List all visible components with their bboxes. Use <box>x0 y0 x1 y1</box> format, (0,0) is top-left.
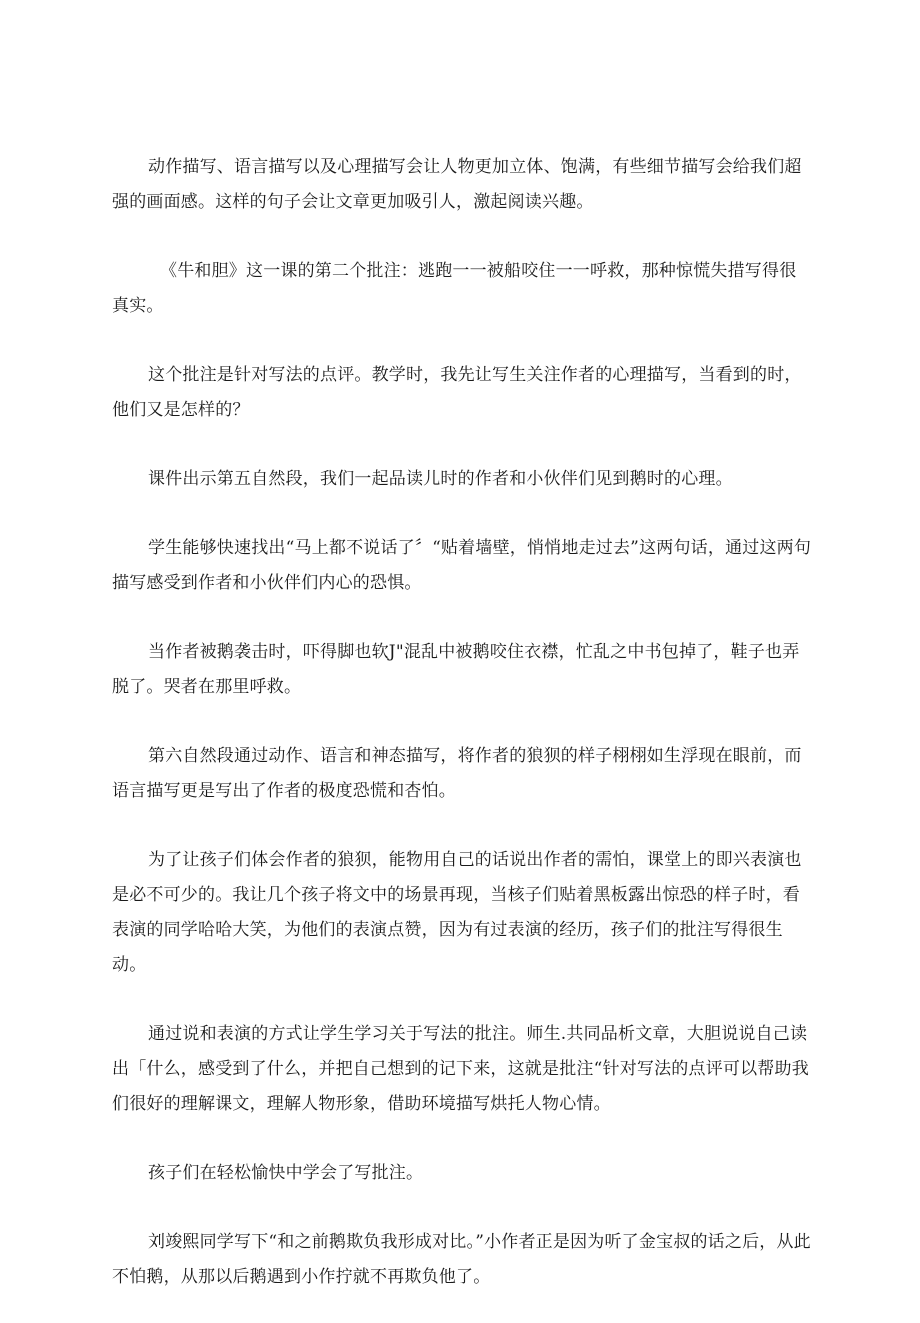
paragraph-1: 动作描写、语言描写以及心理描写会让人物更加立体、饱满，有些细节描写会给我们超强的画面感。这样的句子会让文章更加吸引人，激起阅读兴趣。 <box>112 157 802 212</box>
paragraph-9: 通过说和表演的方式让学生学习关于写法的批注。师生.共同品析文章，大胆说说自己读出「什么，感受到了什么，并把自己想到的记下来，这就是批注“针对写法的点评可以帮助我们很好的理解课文，理解人物形象，借助环境描写烘托人物心情。 <box>112 1024 809 1114</box>
document-body <box>112 150 812 1323</box>
paragraph-2: 《牛和胆》这一课的第二个批注：逃跑一一被船咬住一一呼救，那种惊慌失措写得很真实。 <box>112 261 797 316</box>
paragraph-6: 当作者被鹅袭击时，吓得脚也软J"混乱中被鹅咬住衣襟，忙乱之中书包掉了，鞋子也弄脱了。哭者在那里呼救。 <box>112 642 800 697</box>
paragraph-4: 课件出示第五自然段，我们一起品读儿时的作者和小伙伴们见到鹅时的心理。 <box>148 469 733 489</box>
paragraph-5: 学生能够快速找出“马上都不说话了〞“贴着墙壁，悄悄地走过去”这两句话，通过这两句描写感受到作者和小伙伴们内心的恐惧。 <box>112 538 812 593</box>
paragraph-3: 这个批注是针对写法的点评。教学时，我先让写生关注作者的心理描写，当看到的时，他们又是怎样的？ <box>112 365 802 420</box>
paragraph-10: 孩子们在轻松愉快中学会了写批注。 <box>148 1163 424 1183</box>
paragraph-7: 第六自然段通过动作、语言和神态描写，将作者的狼狈的样子栩栩如生浮现在眼前，而语言描写更是写出了作者的极度恐慌和杏怕。 <box>112 746 802 801</box>
paragraph-8: 为了让孩子们体会作者的狼狈，能物用自己的话说出作者的需怕，课堂上的即兴表演也是必不可少的。我让几个孩子将文中的场景再现，当核子们贴着黑板露出惊恐的样子时，看表演的同学哈哈大笑，为他们的表演点赞，因为有过表演的经历，孩子们的批注写得很生动。 <box>112 850 802 975</box>
paragraph-11: 刘竣熙同学写下“和之前鹅欺负我形成对比。”小作者正是因为听了金宝叔的话之后，从此不怕鹅，从那以后鹅遇到小作拧就不再欺负他了。 <box>112 1232 811 1287</box>
